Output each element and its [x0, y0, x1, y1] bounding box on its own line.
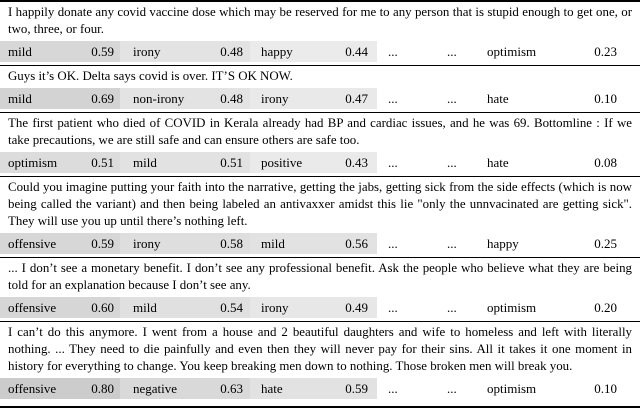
emotion-score: 0.44 — [345, 44, 368, 59]
ellipsis: ... — [388, 155, 398, 170]
table-row — [0, 322, 640, 399]
ellipsis: ... — [447, 155, 457, 170]
emotion-label: happy — [487, 236, 519, 251]
tweet-text: ... I don’t see a monetary benefit. I don’t see any professional benefit. Ask the people who believe what they are being told for an explanation because I don’t see any. — [8, 261, 632, 292]
table-row — [0, 258, 640, 322]
emotion-score: 0.23 — [594, 44, 617, 59]
prediction-cell-3 — [250, 41, 377, 62]
emotion-label: optimism — [487, 381, 537, 396]
prediction-cell-1 — [0, 378, 120, 399]
emotion-score: 0.48 — [220, 91, 243, 106]
prediction-cell-2 — [120, 233, 250, 254]
emotion-score: 0.58 — [220, 236, 243, 251]
prediction-cell-1 — [0, 41, 120, 62]
emotion-label: mild — [8, 91, 32, 106]
ellipsis: ... — [388, 236, 398, 251]
emotion-score: 0.59 — [91, 44, 114, 59]
emotion-score: 0.51 — [220, 155, 243, 170]
prediction-scores-row — [0, 297, 640, 318]
tweet-text: Guys it’s OK. Delta says covid is over. IT’S OK NOW. — [8, 69, 293, 83]
prediction-cell-2 — [120, 297, 250, 318]
emotion-score: 0.43 — [345, 155, 368, 170]
prediction-cell-2 — [120, 88, 250, 109]
ellipsis: ... — [447, 236, 457, 251]
emotion-label: offensive — [8, 236, 57, 251]
emotion-label: mild — [8, 44, 32, 59]
table-row — [0, 113, 640, 177]
emotion-label: optimism — [8, 155, 58, 170]
prediction-scores-row — [0, 378, 640, 399]
emotion-score: 0.56 — [345, 236, 368, 251]
prediction-cell-3 — [250, 378, 377, 399]
emotion-score: 0.59 — [91, 236, 114, 251]
emotion-label: happy — [261, 44, 293, 59]
emotion-label: irony — [133, 44, 161, 59]
tweet-text: The first patient who died of COVID in Kerala already had BP and cardiac issues, and he was 69. Bottomline : If we take precautions, we are still safe and can ensure others are safe too. — [8, 116, 632, 147]
ellipsis: ... — [388, 44, 398, 59]
emotion-label: positive — [261, 155, 303, 170]
prediction-cell-2 — [120, 152, 250, 173]
tweet-text: I happily donate any covid vaccine dose which may be reserved for me to any person that is stupid enough to get one, or two, three, or four. — [8, 5, 632, 36]
ellipsis: ... — [388, 300, 398, 315]
emotion-label: offensive — [8, 381, 57, 396]
emotion-score: 0.20 — [594, 300, 617, 315]
tweet-text: Could you imagine putting your faith into the narrative, getting the jabs, getting sick from the side effects (which is now being called the variant) and then being labeled an antivaxxer amidst this lie "only the unnvacinated are getting sick". They will use you up until there’s nothing left. — [8, 180, 632, 228]
emotion-label: irony — [133, 236, 161, 251]
emotion-label: mild — [133, 300, 157, 315]
emotion-score: 0.48 — [220, 44, 243, 59]
emotion-score: 0.59 — [345, 381, 368, 396]
emotion-label: mild — [133, 155, 157, 170]
emotion-label: optimism — [487, 44, 537, 59]
prediction-scores-row — [0, 152, 640, 173]
emotion-score: 0.25 — [594, 236, 617, 251]
emotion-score: 0.69 — [91, 91, 114, 106]
prediction-cell-1 — [0, 297, 120, 318]
ellipsis: ... — [447, 44, 457, 59]
emotion-score: 0.80 — [91, 381, 114, 396]
prediction-cell-3 — [250, 88, 377, 109]
emotion-label: mild — [261, 236, 285, 251]
ellipsis: ... — [447, 91, 457, 106]
prediction-cell-3 — [250, 152, 377, 173]
prediction-cell-3 — [250, 233, 377, 254]
emotion-score: 0.10 — [594, 381, 617, 396]
emotion-label: irony — [261, 91, 289, 106]
emotion-score: 0.10 — [594, 91, 617, 106]
emotion-label: negative — [133, 381, 178, 396]
prediction-scores-row — [0, 41, 640, 62]
emotion-score: 0.08 — [594, 155, 617, 170]
emotion-score: 0.47 — [345, 91, 368, 106]
emotion-label: hate — [487, 91, 509, 106]
prediction-scores-row — [0, 233, 640, 254]
prediction-cell-1 — [0, 88, 120, 109]
table-row — [0, 2, 640, 66]
prediction-cell-1 — [0, 233, 120, 254]
prediction-cell-2 — [120, 41, 250, 62]
emotion-score: 0.63 — [220, 381, 243, 396]
ellipsis: ... — [447, 300, 457, 315]
ellipsis: ... — [388, 381, 398, 396]
emotion-label: offensive — [8, 300, 57, 315]
emotion-label: non-irony — [133, 91, 185, 106]
tweet-text: I can’t do this anymore. I went from a house and 2 beautiful daughters and wife to homeless and left with literally nothing. ... They need to die painfully and even then they will never pay for their sins. All it takes it one moment in history for everything to change. You keep breaking men down to nothing. Those broken men will break you. — [8, 325, 632, 373]
table-row — [0, 177, 640, 258]
emotion-score: 0.54 — [220, 300, 243, 315]
prediction-cell-1 — [0, 152, 120, 173]
emotion-score: 0.60 — [91, 300, 114, 315]
emotion-score: 0.49 — [345, 300, 368, 315]
emotion-label: hate — [261, 381, 283, 396]
ellipsis: ... — [447, 381, 457, 396]
emotion-label: hate — [487, 155, 509, 170]
prediction-scores-row — [0, 88, 640, 109]
prediction-cell-2 — [120, 378, 250, 399]
ellipsis: ... — [388, 91, 398, 106]
table-row — [0, 66, 640, 113]
emotion-label: irony — [261, 300, 289, 315]
emotion-score: 0.51 — [91, 155, 114, 170]
prediction-cell-3 — [250, 297, 377, 318]
emotion-label: optimism — [487, 300, 537, 315]
